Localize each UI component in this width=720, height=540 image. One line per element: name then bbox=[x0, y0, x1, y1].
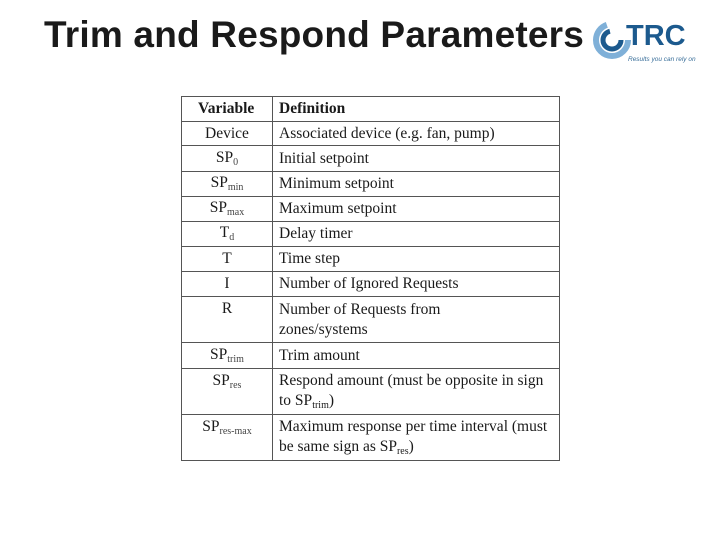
slide-title: Trim and Respond Parameters bbox=[44, 14, 585, 55]
variable-subscript: trim bbox=[227, 353, 244, 365]
table-row bbox=[182, 247, 560, 272]
definition-cell: Delay timer bbox=[273, 222, 560, 247]
table-row bbox=[182, 415, 560, 461]
table-row bbox=[182, 343, 560, 369]
variable-subscript: res bbox=[229, 380, 242, 391]
definition-cell bbox=[273, 369, 560, 415]
variable-cell bbox=[182, 146, 273, 172]
variable-subscript: max bbox=[227, 207, 245, 218]
variable-cell bbox=[182, 222, 273, 247]
definition-cell: Minimum setpoint bbox=[273, 172, 560, 197]
variable-name: T bbox=[222, 250, 232, 267]
table-row bbox=[182, 222, 560, 247]
variable-cell bbox=[182, 415, 273, 461]
table-row bbox=[182, 172, 560, 197]
logo-tagline: Results you can rely on bbox=[628, 56, 696, 63]
variable-subscript: min bbox=[227, 182, 244, 193]
definition-cell: Trim amount bbox=[273, 343, 560, 369]
definition-cell: Maximum setpoint bbox=[273, 197, 560, 222]
definition-text: Respond amount (must be opposite in sign to SP bbox=[279, 371, 544, 409]
variable-name: SP bbox=[210, 345, 228, 363]
column-header-definition: Definition bbox=[273, 97, 560, 122]
variable-subscript: 0 bbox=[233, 156, 239, 168]
column-header-variable: Variable bbox=[182, 97, 273, 122]
variable-cell bbox=[182, 247, 273, 272]
definition-subscript: res bbox=[396, 445, 409, 457]
definition-cell: Initial setpoint bbox=[273, 146, 560, 172]
variable-cell bbox=[182, 122, 273, 146]
variable-name: SP bbox=[212, 372, 230, 389]
table-header-row bbox=[182, 97, 560, 122]
parameters-table bbox=[181, 96, 560, 461]
definition-cell: Associated device (e.g. fan, pump) bbox=[273, 122, 560, 146]
variable-cell bbox=[182, 197, 273, 222]
definition-subscript: trim bbox=[312, 399, 329, 411]
definition-cell: Time step bbox=[273, 247, 560, 272]
table-row bbox=[182, 369, 560, 415]
variable-name: SP bbox=[209, 199, 228, 216]
variable-cell bbox=[182, 272, 273, 297]
table-row bbox=[182, 197, 560, 222]
table-row bbox=[182, 146, 560, 172]
variable-cell bbox=[182, 369, 273, 415]
variable-name: T bbox=[219, 224, 230, 241]
variable-cell bbox=[182, 172, 273, 197]
table-row bbox=[182, 297, 560, 343]
variable-name: Device bbox=[205, 124, 249, 142]
variable-cell bbox=[182, 297, 273, 343]
parameters-table-container bbox=[181, 96, 562, 461]
definition-text-tail: ) bbox=[328, 391, 335, 409]
variable-subscript: d bbox=[229, 232, 235, 243]
variable-name: SP bbox=[215, 148, 234, 166]
table-row bbox=[182, 272, 560, 297]
definition-cell bbox=[273, 415, 560, 461]
definition-text: Maximum response per time interval (must be same sign as SP bbox=[279, 417, 548, 455]
logo-wordmark: TRC bbox=[626, 20, 686, 52]
definition-cell: Number of Ignored Requests bbox=[273, 272, 560, 297]
variable-name: R bbox=[221, 300, 233, 317]
table-row bbox=[182, 122, 560, 146]
variable-name: SP bbox=[210, 174, 228, 191]
variable-subscript: res-max bbox=[219, 426, 252, 437]
variable-cell bbox=[182, 343, 273, 369]
definition-text-tail: ) bbox=[408, 437, 414, 455]
variable-name: SP bbox=[202, 418, 220, 435]
trc-logo bbox=[592, 18, 714, 70]
definition-cell: Number of Requests from zones/systems bbox=[273, 297, 560, 343]
variable-name: I bbox=[224, 275, 230, 292]
